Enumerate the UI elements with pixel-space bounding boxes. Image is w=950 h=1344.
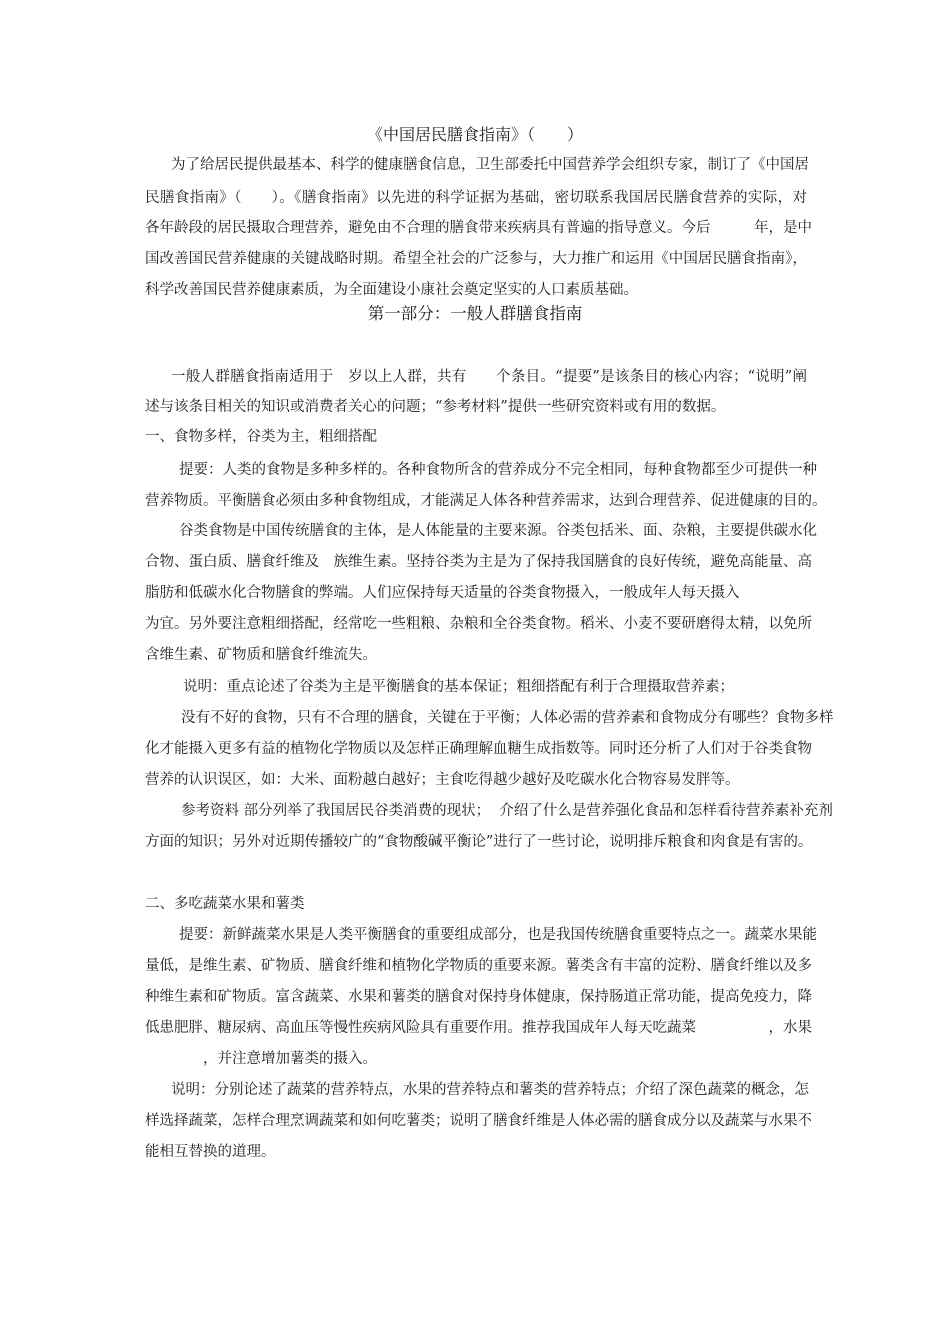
s2-summary-line: 提要：新鲜蔬菜水果是人类平衡膳食的重要组成部分，也是我国传统膳食重要特点之一。蔬菜水果能: [179, 927, 817, 943]
s1-ref-line: 参考资料 部分列举了我国居民谷类消费的现状； 介绍了什么是营养强化食品和怎样看待营养素补充剂: [181, 803, 833, 819]
s2-explain-line: 说明：分别论述了蔬菜的营养特点，水果的营养特点和薯类的营养特点；介绍了深色蔬菜的概念，怎: [171, 1082, 809, 1098]
s2-summary-line: 量低，是维生素、矿物质、膳食纤维和植物化学物质的重要来源。薯类含有丰富的淀粉、膳食纤维以及多: [145, 958, 812, 974]
s1-explain2-line: 营养的认识误区，如：大米、面粉越白越好；主食吃得越少越好及吃碳水化合物容易发胖等。: [145, 772, 740, 788]
s1-grain-line: 谷类食物是中国传统膳食的主体，是人体能量的主要来源。谷类包括米、面、杂粮，主要提供碳水化: [179, 523, 817, 539]
s1-explain-line: 说明：重点论述了谷类为主是平衡膳食的基本保证；粗细搭配有利于合理摄取营养素；: [183, 679, 734, 695]
intro-line: 为了给居民提供最基本、科学的健康膳食信息，卫生部委托中国营养学会组织专家，制订了《中国居: [171, 157, 809, 173]
document-title: 《中国居民膳食指南》（ ）: [366, 125, 583, 144]
s1-ref-line: 方面的知识；另外对近期传播较广的“食物酸碱平衡论”进行了一些讨论，说明排斥粮食和肉食是有害的。: [145, 834, 813, 850]
s2-summary-line: 种维生素和矿物质。富含蔬菜、水果和薯类的膳食对保持身体健康，保持肠道正常功能，提高免疫力，降: [145, 989, 812, 1005]
s2-explain-line: 能相互替换的道理。: [145, 1144, 276, 1160]
s1-explain2-line: 没有不好的食物，只有不合理的膳食，关键在于平衡；人体必需的营养素和食物成分有哪些？食物多样: [181, 710, 834, 726]
s2-explain-line: 样选择蔬菜，怎样合理烹调蔬菜和如何吃薯类；说明了膳食纤维是人体必需的膳食成分以及蔬菜与水果不: [145, 1113, 812, 1129]
intro-line: 各年龄段的居民摄取合理营养，避免由不合理的膳食带来疾病具有普遍的指导意义。今后 年，是中: [145, 220, 812, 236]
s1-grain-line: 含维生素、矿物质和膳食纤维流失。: [145, 647, 377, 663]
intro-line: 国改善国民营养健康的关键战略时期。希望全社会的广泛参与，大力推广和运用《中国居民膳食指南》，: [145, 251, 807, 267]
s1-summary-line: 提要：人类的食物是多种多样的。各种食物所含的营养成分不完全相同，每种食物都至少可提供一种: [179, 462, 817, 478]
s1-explain2-line: 化才能摄入更多有益的植物化学物质以及怎样正确理解血糖生成指数等。同时还分析了人们对于谷类食物: [145, 741, 812, 757]
s1-grain-line: 为宜。另外要注意粗细搭配，经常吃一些粗粮、杂粮和全谷类食物。稻米、小麦不要研磨得太精，以免所: [145, 616, 812, 632]
s2-summary-line: 低患肥胖、糖尿病、高血压等慢性疾病风险具有重要作用。推荐我国成年人每天吃蔬菜 ，水果: [145, 1020, 812, 1036]
s2-summary-line: ，并注意增加薯类的摄入。: [145, 1051, 377, 1067]
general-line: 一般人群膳食指南适用于 岁以上人群，共有 个条目。“提要”是该条目的核心内容；“说明”阐: [171, 369, 807, 385]
s1-summary-line: 营养物质。平衡膳食必须由多种食物组成，才能满足人体各种营养需求，达到合理营养、促进健康的目的。: [145, 493, 827, 509]
section1-heading: 一、食物多样，谷类为主，粗细搭配: [145, 429, 377, 445]
intro-line: 民膳食指南》（ ）。《膳食指南》以先进的科学证据为基础，密切联系我国居民膳食营养的实际，对: [145, 190, 807, 206]
general-line: 述与该条目相关的知识或消费者关心的问题；“参考材料”提供一些研究资料或有用的数据。: [145, 399, 726, 415]
s1-grain-line: 合物、蛋白质、膳食纤维及 族维生素。坚持谷类为主是为了保持我国膳食的良好传统，避免高能量、高: [145, 554, 812, 570]
intro-line: 科学改善国民营养健康素质，为全面建设小康社会奠定坚实的人口素质基础。: [145, 282, 638, 298]
s1-grain-line: 脂肪和低碳水化合物膳食的弊端。人们应保持每天适量的谷类食物摄入，一般成年人每天摄入: [145, 585, 740, 601]
part1-heading: 第一部分：一般人群膳食指南: [367, 304, 583, 323]
section2-heading: 二、多吃蔬菜水果和薯类: [145, 896, 305, 912]
